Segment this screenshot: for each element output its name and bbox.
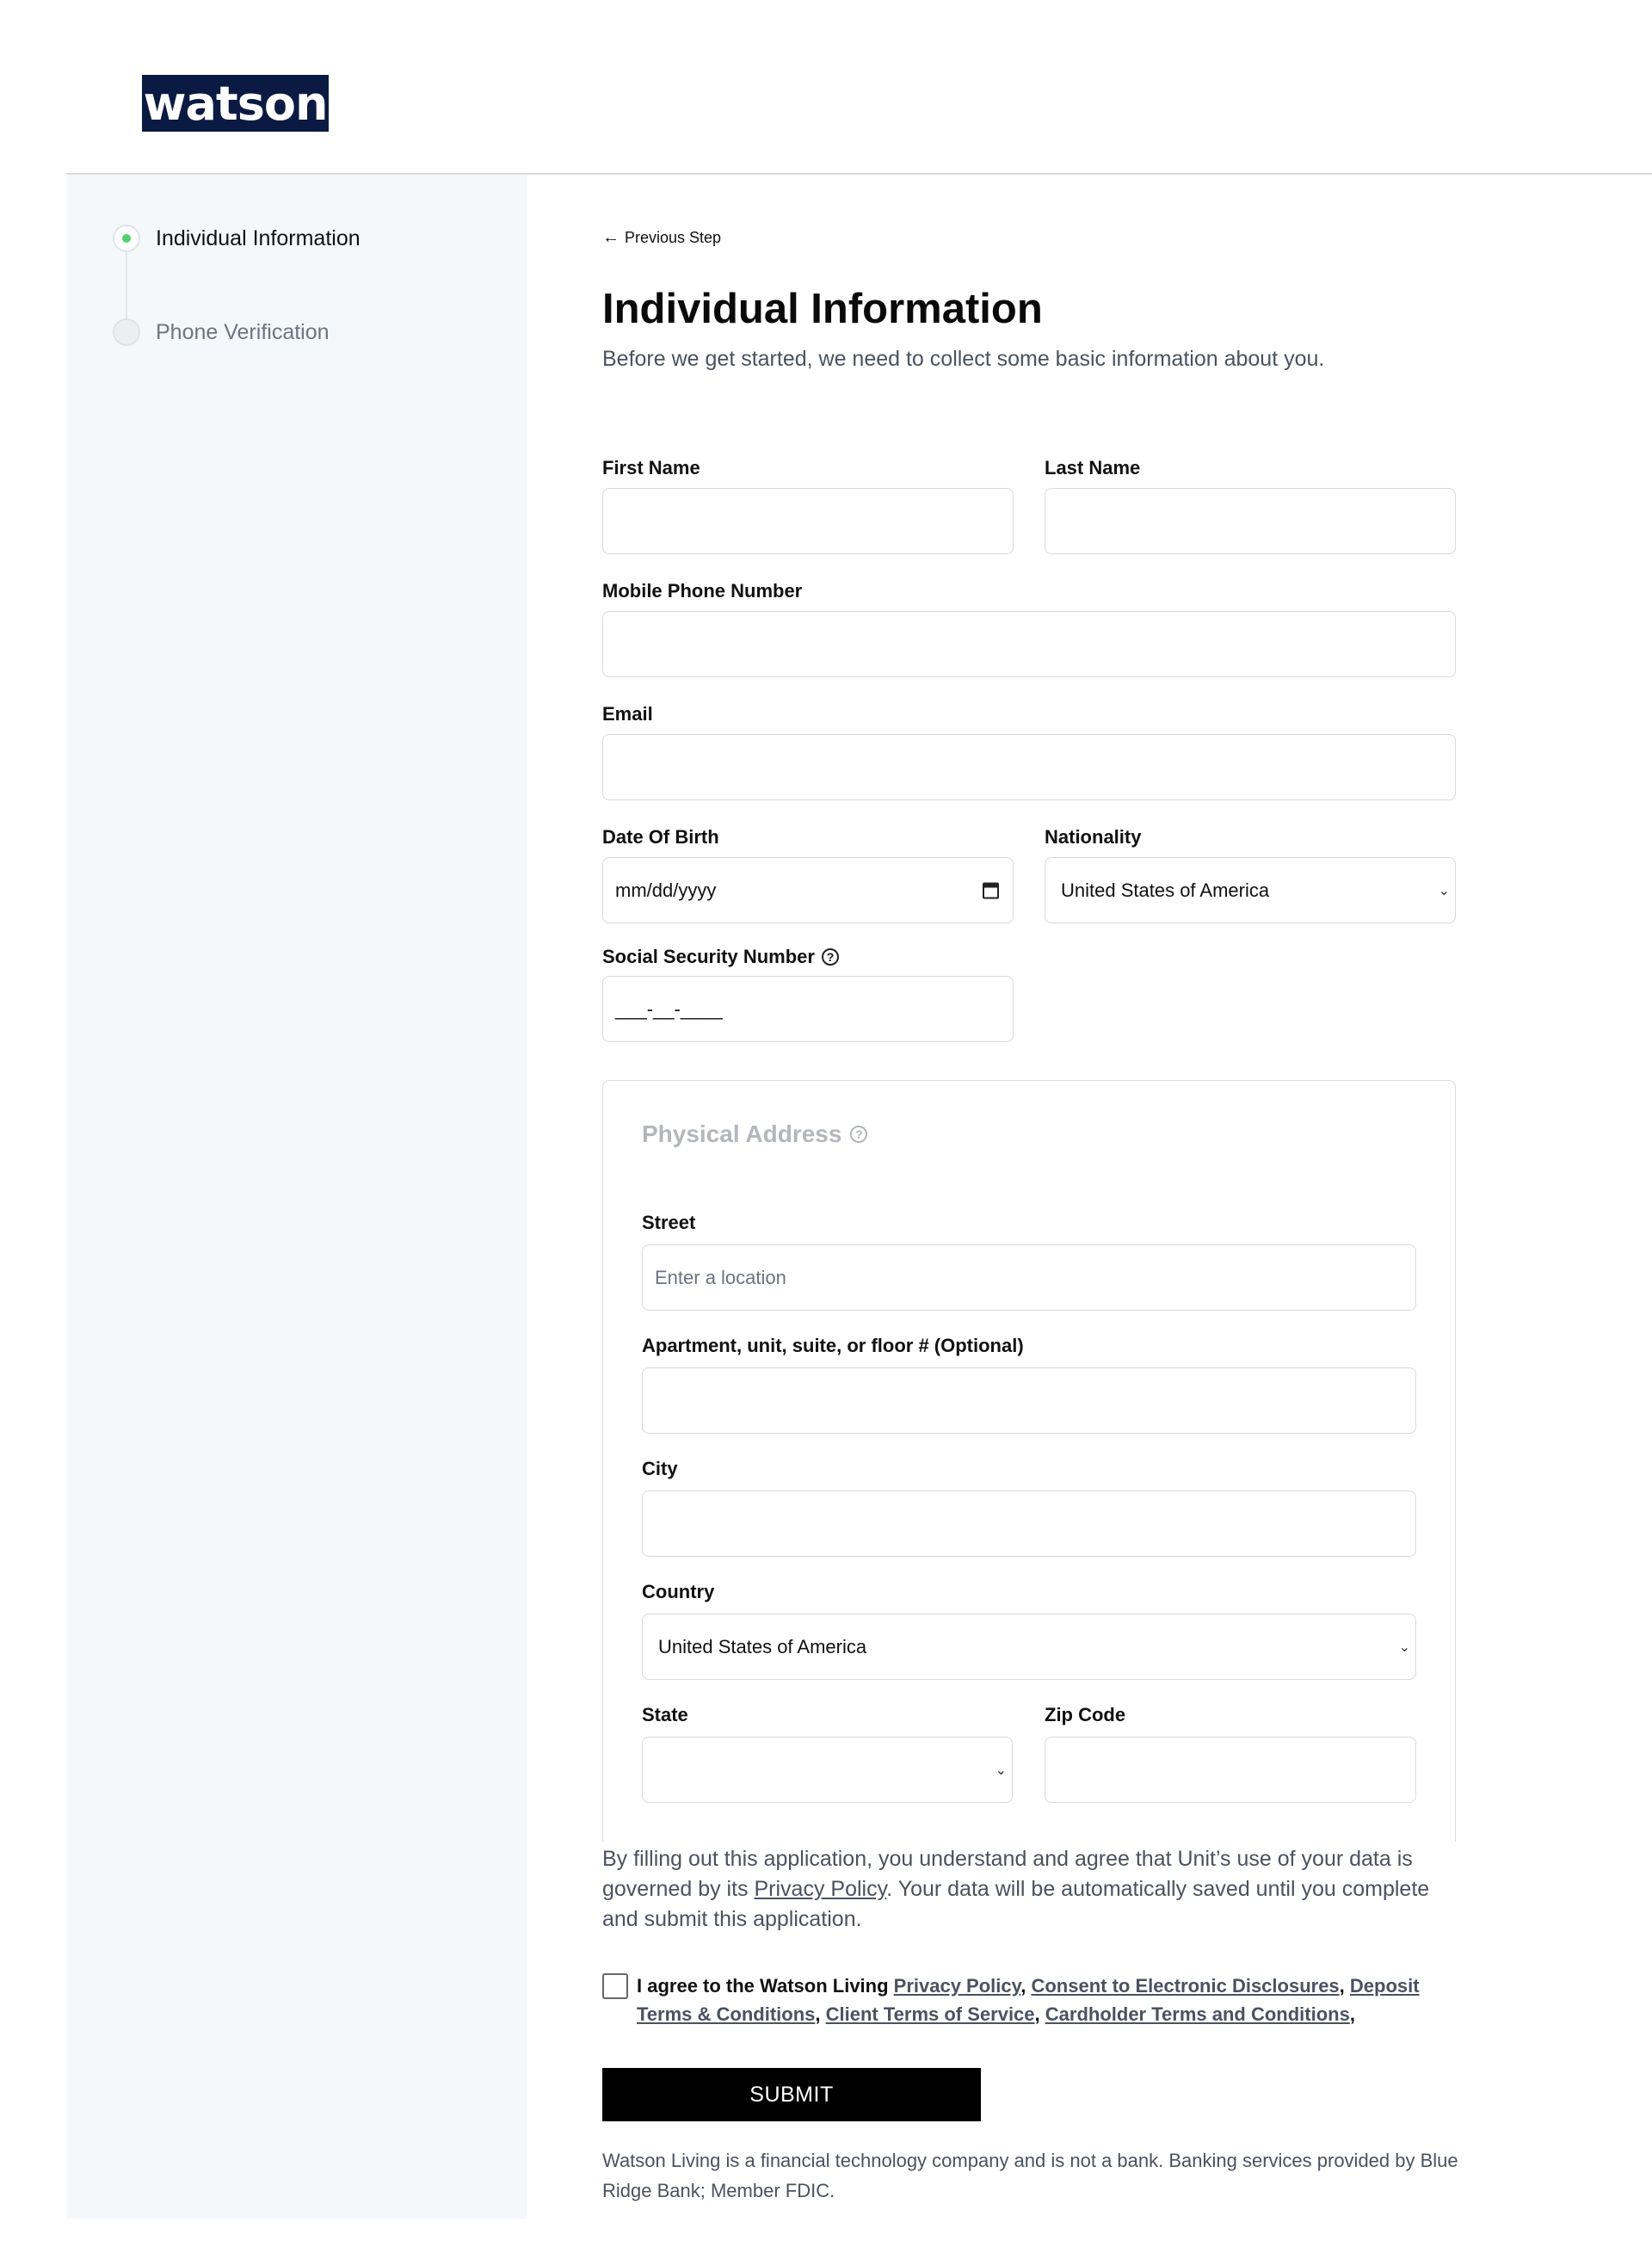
chevron-down-icon: ⌄ xyxy=(1438,883,1450,898)
consent-text xyxy=(602,1844,1463,1935)
calendar-icon[interactable] xyxy=(983,882,999,898)
client-terms-link[interactable]: Client Terms of Service xyxy=(825,2003,1035,2025)
date-of-birth-label: Date Of Birth xyxy=(602,826,719,848)
consent-text-part: By filling out this application, you understand and agree that Unit’s use of your data is governed by its xyxy=(602,1847,1413,1901)
step-individual-information[interactable] xyxy=(113,225,361,252)
city-label: City xyxy=(642,1458,678,1479)
step-phone-verification[interactable] xyxy=(113,318,330,346)
chevron-down-icon: ⌄ xyxy=(995,1762,1007,1778)
step-label: Phone Verification xyxy=(156,319,330,344)
deposit-terms-link[interactable]: Deposit Terms & Conditions xyxy=(637,1975,1420,2025)
date-of-birth-input[interactable] xyxy=(602,857,1014,923)
help-icon[interactable]: ? xyxy=(850,1126,867,1143)
step-active-dot-icon xyxy=(113,225,140,252)
ssn-placeholder: ___-__-____ xyxy=(615,997,723,1020)
zip-code-input[interactable] xyxy=(1045,1737,1416,1803)
watson-logo[interactable]: watson xyxy=(143,76,328,131)
email-label: Email xyxy=(602,703,653,725)
apartment-label: Apartment, unit, suite, or floor # (Optional) xyxy=(642,1335,1024,1356)
header xyxy=(0,0,1652,175)
email-input[interactable] xyxy=(602,734,1456,800)
submit-button[interactable]: SUBMIT xyxy=(602,2068,981,2121)
bank-disclaimer: Watson Living is a financial technology company and is not a bank. Banking services provided by Blue Ridge Bank; Member FDIC. xyxy=(602,2150,1458,2201)
agreement-text xyxy=(637,1972,1463,2028)
agreement-suffix: , xyxy=(1349,2003,1355,2025)
nationality-label: Nationality xyxy=(1045,826,1142,848)
zip-code-label: Zip Code xyxy=(1045,1704,1126,1725)
step-pending-dot-icon xyxy=(113,318,140,346)
nationality-value: United States of America xyxy=(1061,879,1270,901)
mobile-phone-input[interactable] xyxy=(602,611,1456,677)
privacy-policy-link[interactable]: Privacy Policy xyxy=(754,1877,887,1901)
apartment-input[interactable] xyxy=(642,1367,1416,1434)
step-label: Individual Information xyxy=(156,225,361,250)
sidebar-stepper xyxy=(66,175,527,2219)
mobile-phone-label: Mobile Phone Number xyxy=(602,580,803,602)
arrow-left-icon: ← xyxy=(602,228,620,247)
last-name-input[interactable] xyxy=(1045,488,1456,554)
agreement-prefix: I agree to the Watson Living xyxy=(637,1975,894,1997)
previous-step-label: Previous Step xyxy=(625,229,722,246)
nationality-select[interactable] xyxy=(1045,857,1456,923)
cardholder-terms-link[interactable]: Cardholder Terms and Conditions xyxy=(1045,2003,1350,2025)
agreement-row xyxy=(602,1972,1463,2028)
agreement-separator: , xyxy=(1034,2003,1045,2025)
ssn-label-text: Social Security Number xyxy=(602,946,815,967)
first-name-input[interactable] xyxy=(602,488,1014,554)
ssn-label xyxy=(602,946,839,968)
chevron-down-icon: ⌄ xyxy=(1398,1639,1410,1655)
page-subtitle: Before we get started, we need to collect some basic information about you. xyxy=(602,347,1325,371)
agree-checkbox[interactable] xyxy=(602,1973,628,1999)
street-label: Street xyxy=(642,1212,696,1233)
state-select[interactable] xyxy=(642,1737,1013,1803)
consent-text-part: . Your data will be automatically saved until you complete and submit this application. xyxy=(602,1877,1430,1931)
country-value: United States of America xyxy=(658,1635,867,1657)
physical-address-heading xyxy=(642,1120,867,1148)
state-label: State xyxy=(642,1704,688,1725)
page-title: Individual Information xyxy=(602,286,1043,332)
step-connector xyxy=(126,252,127,320)
city-input[interactable] xyxy=(642,1491,1416,1557)
electronic-disclosures-link[interactable]: Consent to Electronic Disclosures xyxy=(1031,1975,1340,1997)
first-name-label: First Name xyxy=(602,457,700,478)
previous-step-link[interactable] xyxy=(602,228,721,248)
physical-address-title: Physical Address xyxy=(642,1120,842,1147)
physical-address-section xyxy=(602,1080,1456,1842)
country-label: Country xyxy=(642,1581,715,1602)
privacy-policy-link[interactable]: Privacy Policy xyxy=(893,1975,1021,1997)
street-input[interactable] xyxy=(642,1244,1416,1311)
last-name-label: Last Name xyxy=(1045,457,1141,478)
agreement-separator: , xyxy=(1020,1975,1032,1997)
street-placeholder: Enter a location xyxy=(655,1266,786,1288)
country-select[interactable] xyxy=(642,1614,1416,1680)
ssn-input[interactable] xyxy=(602,976,1014,1042)
agreement-separator: , xyxy=(1339,1975,1350,1997)
date-of-birth-placeholder: mm/dd/yyyy xyxy=(615,879,717,901)
help-icon[interactable]: ? xyxy=(822,948,839,966)
agreement-separator: , xyxy=(815,2003,826,2025)
